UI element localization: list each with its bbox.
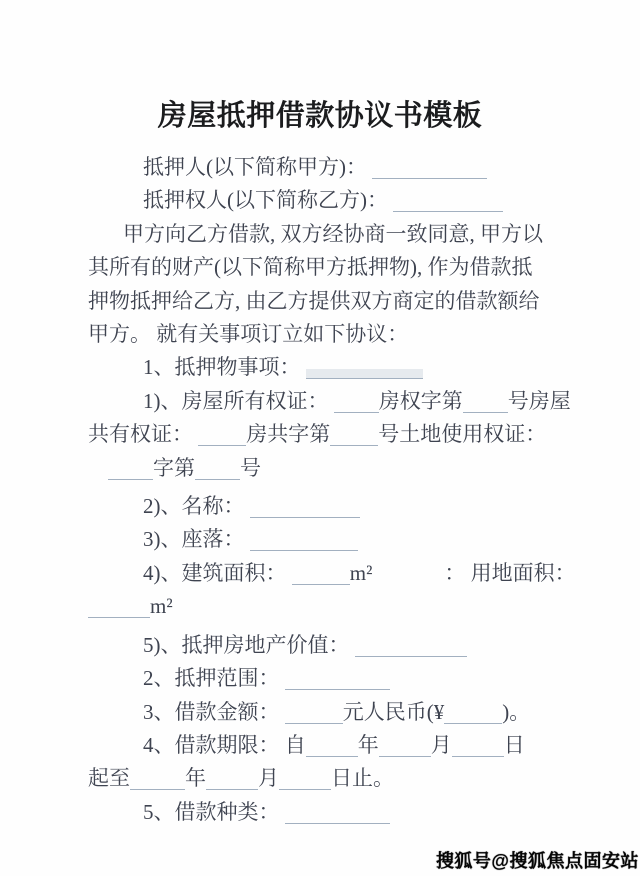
blank-field <box>355 636 467 657</box>
line-text: 房权字第 <box>378 388 463 413</box>
blank-field <box>250 497 360 518</box>
line-text: 房共字第 <box>246 422 331 447</box>
blank-field <box>88 597 150 618</box>
line-text: ： 用地面积： <box>444 560 576 585</box>
blank-field <box>285 703 343 724</box>
line-text: 抵押权人(以下简称乙方)： <box>143 188 394 213</box>
blank-field <box>292 564 350 585</box>
line-text: 共有权证： <box>88 422 199 447</box>
line-text: 号房屋 <box>507 388 571 413</box>
item-3-loan-amount <box>88 696 558 729</box>
line-text: 4)、建筑面积： <box>143 560 292 585</box>
blank-field <box>195 459 240 480</box>
line-text: 1、抵押物事项： <box>143 355 306 380</box>
blank-field <box>306 736 358 757</box>
intro-line-1 <box>88 218 558 251</box>
blank-field <box>279 769 331 790</box>
blank-field <box>334 392 379 413</box>
blank-field <box>306 358 423 379</box>
blank-field <box>250 530 358 551</box>
line-text: 押物抵押给乙方, 由乙方提供双方商定的借款额给 <box>88 288 540 313</box>
line-text: m² <box>150 594 173 619</box>
blank-field <box>372 158 487 179</box>
document-title: 房屋抵押借款协议书模板 <box>157 100 483 133</box>
item-1-4-floor-area <box>88 557 576 590</box>
line-text: 3)、座落： <box>143 527 250 552</box>
document-body <box>88 151 576 829</box>
item-4-loan-term <box>88 729 558 762</box>
line-text: )。 <box>502 699 531 724</box>
mortgagor-line <box>88 151 558 184</box>
item-5-loan-type <box>88 796 558 829</box>
line-text: 日止。 <box>331 766 394 791</box>
line-text: 1)、房屋所有权证： <box>143 388 334 413</box>
line-text: 2、抵押范围： <box>143 666 285 691</box>
line-text: 抵押人(以下简称甲方)： <box>143 155 373 179</box>
blank-field <box>444 703 502 724</box>
blank-field <box>330 425 378 446</box>
blank-field <box>108 459 153 480</box>
line-text: 月 <box>430 732 452 757</box>
line-text: 年 <box>357 732 379 757</box>
intro-line-2 <box>88 251 558 284</box>
item-1-1-ownership-cert <box>88 385 571 418</box>
blank-field <box>452 736 504 757</box>
blank-field <box>463 392 508 413</box>
line-text: 其所有的财产(以下简称甲方抵押物), 作为借款抵 <box>88 255 533 280</box>
line-text: 号土地使用权证： <box>378 422 547 447</box>
blank-field <box>130 769 185 790</box>
line-text: 号 <box>240 455 261 480</box>
item-1-collateral <box>88 351 558 384</box>
item-1-5-property-value <box>88 629 558 662</box>
item-1-3-location <box>88 523 558 556</box>
item-2-mortgage-scope <box>88 662 558 695</box>
line-text: m² <box>349 560 373 585</box>
watermark-text: 搜狐号@搜狐焦点固安站 <box>435 851 639 871</box>
item-1-1-co-ownership <box>88 418 558 451</box>
intro-line-4 <box>88 318 558 351</box>
line-text: 甲方向乙方借款, 双方经协商一致同意, 甲方以 <box>123 221 543 246</box>
spacer <box>372 579 444 580</box>
line-text: 3、借款金额： <box>143 699 285 724</box>
line-text: 5、借款种类： <box>143 799 285 824</box>
line-text: 起至 <box>88 766 130 791</box>
line-text: 4、借款期限： 自 <box>143 732 306 757</box>
blank-field <box>198 425 246 446</box>
line-text: 月 <box>258 766 279 791</box>
line-text: 2)、名称： <box>143 494 250 519</box>
line-text: 字第 <box>153 455 195 480</box>
mortgagee-line <box>88 184 558 217</box>
line-text: 5)、抵押房地产价值： <box>143 632 355 657</box>
line-text: 甲方。 就有关事项订立如下协议： <box>88 322 409 347</box>
item-1-2-name <box>88 490 558 523</box>
intro-line-3 <box>88 285 558 318</box>
blank-field <box>285 669 390 690</box>
line-text: 元人民币(¥ <box>342 699 445 724</box>
line-text: 日 <box>503 732 525 757</box>
item-1-4-land-area <box>88 590 558 623</box>
line-text: 年 <box>185 766 206 791</box>
blank-field <box>393 191 503 212</box>
blank-field <box>206 769 258 790</box>
blank-field <box>379 736 431 757</box>
item-4-loan-term-end <box>88 762 558 795</box>
blank-field <box>285 803 390 824</box>
item-1-1-land-cert <box>88 452 558 485</box>
